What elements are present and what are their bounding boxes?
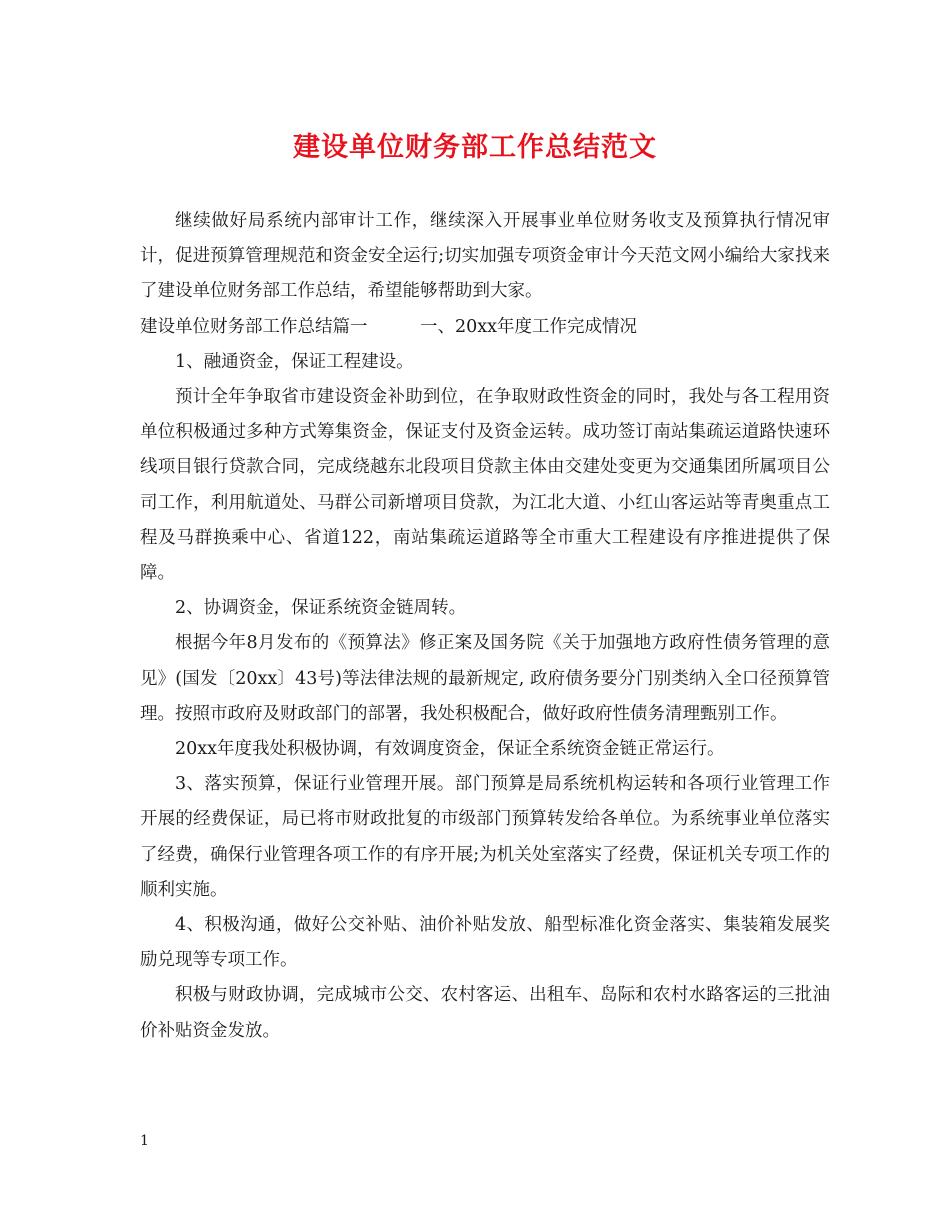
body-paragraph: 根据今年8月发布的《预算法》修正案及国务院《关于加强地方政府性债务管理的意见》(国发〔20xx〕43号)等法律法规的最新规定, 政府债务要分门别类纳入全口径预算管理。按照市政府及财政部门的部署，我处积极配合，做好政府性债务清理甄别工作。 (140, 633, 830, 724)
body-paragraph: 积极与财政协调，完成城市公交、农村客运、出租车、岛际和农村水路客运的三批油价补贴资金发放。 (140, 985, 830, 1041)
body-paragraph: 20xx年度我处积极协调，有效调度资金，保证全系统资金链正常运行。 (175, 739, 725, 760)
page-number: 1 (140, 1133, 149, 1149)
item-paragraph-3: 3、落实预算，保证行业管理开展。部门预算是局系统机构运转和各项行业管理工作开展的经费保证，局已将市财政批复的市级部门预算转发给各单位。为系统事业单位落实了经费，确保行业管理各项工作的有序开展;为机关处室落实了经费，保证机关专项工作的顺利实施。 (140, 774, 830, 900)
item-heading-2: 2、协调资金，保证系统资金链周转。 (175, 598, 467, 619)
section-heading: 建设单位财务部工作总结篇一 一、20xx年度工作完成情况 (140, 316, 638, 337)
item-heading-1: 1、融通资金，保证工程建设。 (175, 351, 414, 372)
document-body (140, 204, 830, 1049)
body-paragraph: 预计全年争取省市建设资金补助到位，在争取财政性资金的同时，我处与各工程用资单位积极通过多种方式筹集资金，保证支付及资金运转。成功签订南站集疏运道路快速环线项目银行贷款合同，完成绕越东北段项目贷款主体由交建处变更为交通集团所属项目公司工作，利用航道处、马群公司新增项目贷款，为江北大道、小红山客运站等青奥重点工程及马群换乘中心、省道122，南站集疏运道路等全市重大工程建设有序推进提供了保障。 (140, 387, 830, 584)
document-title: 建设单位财务部工作总结范文 (293, 132, 657, 163)
item-paragraph-4: 4、积极沟通，做好公交补贴、油价补贴发放、船型标准化资金落实、集装箱发展奖励兑现等专项工作。 (140, 915, 830, 971)
intro-paragraph: 继续做好局系统内部审计工作，继续深入开展事业单位财务收支及预算执行情况审计，促进预算管理规范和资金安全运行;切实加强专项资金审计今天范文网小编给大家找来了建设单位财务部工作总结，希望能够帮助到大家。 (140, 211, 830, 302)
